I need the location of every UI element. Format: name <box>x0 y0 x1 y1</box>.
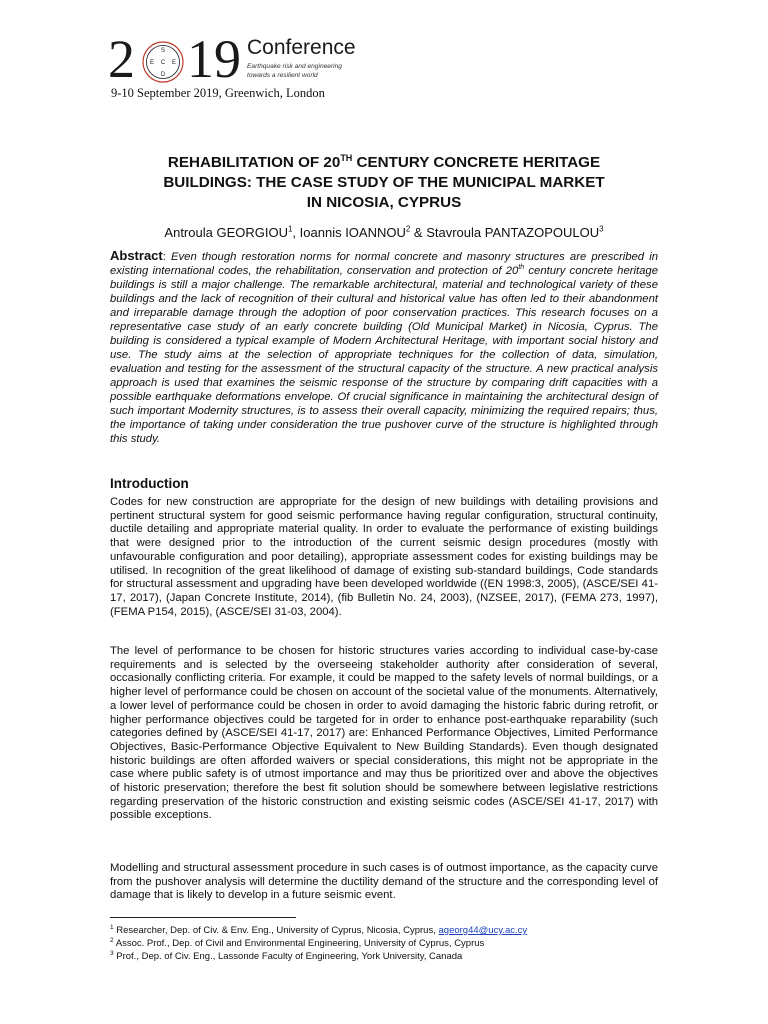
logo-year-left: 2 <box>108 29 135 89</box>
author-name: Stavroula PANTAZOPOULOU <box>426 225 600 240</box>
title-line1-text: REHABILITATION OF 20 <box>167 154 341 171</box>
footnote <box>110 950 670 963</box>
seal-letter-center: C <box>160 60 166 66</box>
footnote-mark: 2 <box>110 936 114 944</box>
abstract-label: Abstract <box>110 248 163 263</box>
conference-word: Conference <box>247 36 356 59</box>
author-name: Ioannis IOANNOU <box>299 225 406 240</box>
introduction-heading: Introduction <box>110 476 189 491</box>
introduction-paragraph: Modelling and structural assessment procedure in such cases is of outmost importance, as the capacity curve from the pushover analysis will determine the ductility demand of the structure and the corresponding level of damage that is likely to develop in a future seismic event. <box>110 862 658 902</box>
footnote <box>110 937 670 950</box>
abstract-text <box>110 251 658 445</box>
seal-letter-left: E <box>149 60 155 66</box>
abstract-text-rest: century concrete heritage buildings is still a major challenge. The remarkable architectural, material and technological variety of these buildings and the lack of recognition of their cultural and historical value has often led to their abandonment and irreparable damage through the adoption of poor conservation practices. This research focuses on a representative case study of an early concrete building (Old Municipal Market) in Nicosia, Cyprus. The building is considered a typical example of Modern Architectural Heritage, with important social history and use. The study aims at the selection of appropriate techniques for the collection of data, simulation, evaluation and testing for the assessment of the structural capacity of the structure. A new practical analysis approach is used that examines the seismic response of the structure by comparing drift capacities with a possible earthquake deformations envelope. Of crucial significance in maintaining the architectural design of such important Modernity structures, is to assess their overall capacity, minimizing the required repairs; thus, the importance of taking under consideration the true pushover curve of the structure is highlighted through this study. <box>110 265 658 445</box>
abstract-text-start: Even though restoration norms for normal concrete and masonry structures are prescribed in existing international codes, the rehabilitation, conservation and protection of 20 <box>110 251 658 277</box>
abstract <box>110 249 658 446</box>
seal-letter-top: S <box>160 48 166 54</box>
author-separator: & <box>410 225 427 240</box>
introduction-paragraph: The level of performance to be chosen for historic structures varies according to individual case-by-case requirements and is selected by the overseeing stakeholder authority after consideration of several, occasionally conflicting criteria. For example, it could be mapped to the safety levels of normal buildings, or a higher level of performance could be chosen on account of the societal value of the monuments. Alternatively, a lower level of performance could be chosen in order to avoid damaging the historic fabric during retrofit, or higher performance objectives could be targeted for in order to enhance post-earthquake reparability (such categories defined by (ASCE/SEI 41-17, 2017) are: Enhanced Performance Objectives, Limited Performance Objectives, Basic-Performance Objective Equivalent to New Building Standards). Even though designated historic buildings are often afforded waivers or special considerations, this might not be appropriate in the case where public safety is of utmost importance and may thus be prioritized over and above the objectives of historic preservation; therefore the best fit solution should be somewhere between legislative restrictions regarding preservation of the historic construction and existing seismic codes (ASCE/SEI 41-17, 2017) with possible exceptions. <box>110 645 658 822</box>
conference-tagline <box>247 63 342 80</box>
author-affil-mark: 1 <box>287 224 293 234</box>
author-email-link[interactable]: ageorg44@ucy.ac.cy <box>438 925 528 936</box>
conference-dateline: 9-10 September 2019, Greenwich, London <box>111 86 325 100</box>
seal-letter-bottom: D <box>160 72 166 78</box>
footnotes <box>110 924 670 963</box>
logo-year-right: 19 <box>187 29 241 89</box>
seal-letter-right: E <box>171 60 177 66</box>
footnote <box>110 924 670 937</box>
author-name: Antroula GEORGIOU <box>164 225 288 240</box>
paper-title <box>110 153 658 213</box>
title-line: BUILDINGS: THE CASE STUDY OF THE MUNICIPAL MARKET <box>163 174 605 191</box>
author-affil-mark: 2 <box>405 224 411 234</box>
footnote-mark: 1 <box>110 923 114 931</box>
footnote-mark: 3 <box>110 949 114 957</box>
title-line: IN NICOSIA, CYPRUS <box>306 194 462 211</box>
introduction-paragraph: Codes for new construction are appropriate for the design of new buildings with detailing provisions and pertinent structural system for good seismic performance having regular configuration, structural continuity, ductile detailing and appropriate material quality. In order to evaluate the performance of existing buildings that were designed prior to the introduction of the current seismic design procedures (mostly with unfavourable configuration and poor detailing), appropriate assessment codes for existing buildings may be utilised. In recognition of the great likelihood of damage of existing sub-standard buildings, Code standards for structural assessment and upgrading have been developed worldwide ((EN 1998:3, 2005), (ASCE/SEI 41-17, 2017), (Japan Concrete Institute, 2014), (fib Bulletin No. 24, 2003), (NZSEE, 2017), (FEMA 273, 1997), (FEMA P154, 2015), (ASCE/SEI 31-03, 2004). <box>110 496 658 618</box>
author-separator: , <box>292 225 300 240</box>
abstract-colon: : <box>162 251 171 263</box>
author-list <box>110 225 658 241</box>
footnote-text: Assoc. Prof., Dep. of Civil and Environmental Engineering, University of Cyprus, Cyprus <box>113 938 485 949</box>
author-affil-mark: 3 <box>599 224 604 234</box>
title-line1-rest: CENTURY CONCRETE HERITAGE <box>352 154 601 171</box>
title-superscript: TH <box>340 152 353 163</box>
tagline-line: towards a resilient world <box>247 71 318 79</box>
footnote-text: Prof., Dep. of Civ. Eng., Lassonde Faculty of Engineering, York University, Canada <box>113 951 463 962</box>
seced-seal-icon <box>141 40 185 84</box>
tagline-line: Earthquake risk and engineering <box>247 63 342 70</box>
abstract-superscript: th <box>518 264 525 272</box>
title-line <box>110 153 658 173</box>
footnote-separator <box>110 917 296 918</box>
footnote-text: Researcher, Dep. of Civ. & Env. Eng., University of Cyprus, Nicosia, Cyprus, <box>113 925 439 936</box>
